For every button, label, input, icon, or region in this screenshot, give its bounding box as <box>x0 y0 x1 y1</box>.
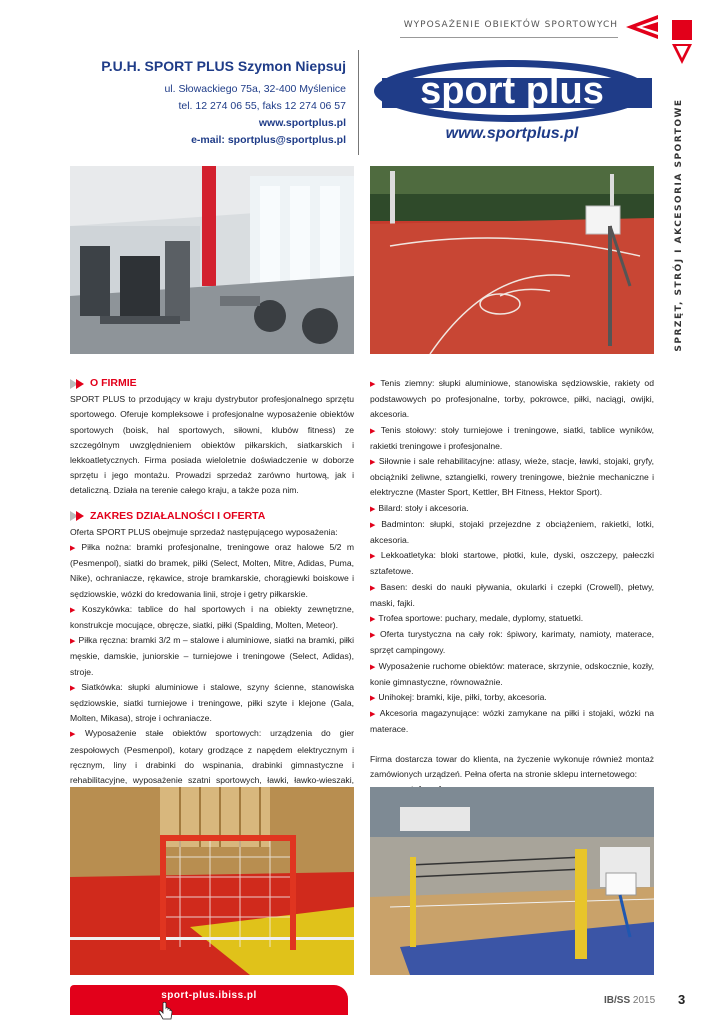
offer-item-athletics: ▶ Lekkoatletyka: bloki startowe, płotki, kule, dyski, oszczepy, pałeczki sztafetowe. <box>370 548 654 579</box>
about-text: SPORT PLUS to przodujący w kraju dystrybutor profesjonalnego sprzętu sportowego. Oferuje kompleksowe i profesjonalne wyposażenie obiektów sportowych (boisk, hal sportowych, siłowni, klubów fitness) ze szczególnym uwzględnieniem obiektów piłkarskich, siatkarskich i lekkoatletycznych. Firma posiada wieloletnie doświadczenie w doborze sprzętu i jego montażu. Prowadzi sprzedaż zarówno hurtową, jak i detaliczną. Działa na terenie całego kraju, a także poza nim. <box>70 394 354 496</box>
offer-item-pool: ▶ Basen: deski do nauki pływania, okularki i czepki (Crowell), płetwy, maski, fajki. <box>370 580 654 611</box>
corner-arrows-icon <box>622 12 662 42</box>
offer-item-badminton: ▶ Badminton: słupki, stojaki przejezdne z obciążeniem, rakietki, lotki, akcesoria. <box>370 517 654 548</box>
section-title: WYPOSAŻENIE OBIEKTÓW SPORTOWYCH <box>403 20 618 30</box>
gym-photo <box>70 166 354 354</box>
company-website-link[interactable]: www.sportplus.pl <box>258 117 346 129</box>
offer-item-tennis: ▶ Tenis ziemny: słupki aluminiowe, stanowiska sędziowskie, rakiety od podstawowych po profesjonalne, torby, pokrowce, piłki, naciągi, owijki, akcesoria. <box>370 376 654 423</box>
left-text-column <box>70 376 354 803</box>
offer-item-gym: ▶ Siłownie i sale rehabilitacyjne: atlasy, wieże, stacje, ławki, stojaki, gryfy, obciążniki żeliwne, sztangielki, rowery treningowe, bieżnie mechaniczne i elektryczne (Master Sport, Kettler, BH Fitness, Hektor Sport). <box>370 454 654 501</box>
offer-intro: Oferta SPORT PLUS obejmuje sprzedaż następującego wyposażenia: <box>70 526 338 537</box>
company-address: ul. Słowackiego 75a, 32-400 Myślenice <box>164 83 346 95</box>
magazine-year: 2015 <box>632 995 656 1006</box>
vertical-section-label: SPRZĘT, STRÓJ I AKCESORIA SPORTOWE <box>674 98 684 352</box>
delivery-text: Firma dostarcza towar do klienta, na życzenie wykonuje również montaż zamówionych urządzeń. Pełna oferta na stronie sklepu internetowego: <box>370 753 654 779</box>
logo-url: www.sportplus.pl <box>445 125 579 142</box>
offer-item-trophies: ▶ Trofea sportowe: puchary, medale, dyplomy, statuetki. <box>370 611 654 627</box>
offer-item-storage: ▶ Akcesoria magazynujące: wózki zamykane na piłki i stojaki, wózki na materace. <box>370 706 654 737</box>
right-text-column <box>370 376 654 797</box>
offer-item-fixed-equipment: ▶ Wyposażenie stałe obiektów sportowych: urządzenia do gier zespołowych (Pesmenpol), kotary grodzące z napędem elektrycznym i ręcznym, liny i drabinki do wspinania, drabinki gimnastyczne i rehabilitacyjne, wyposażenie szatni sportowych, ławki, ławko-wieszaki, <box>70 726 354 803</box>
offer-item-football: ▶ Piłka nożna: bramki profesjonalne, treningowe oraz halowe 5/2 m (Pesmenpol), siatki do bramek, piłki (Select, Molten, Mitre, Adidas, Puma, Nike), ochraniacze, rękawice, stroje bramkarskie, chorągiewki boiskowe i sędziowskie, wózki do kredowania linii, stroje i getry piłkarskie. <box>70 540 354 602</box>
handball-goal-photo <box>70 787 354 975</box>
offer-item-movable-equipment: ▶ Wyposażenie ruchome obiektów: materace, skrzynie, odskocznie, kozły, konie gimnastyczne, równoważnie. <box>370 659 654 690</box>
offer-item-floorball: ▶ Unihokej: bramki, kije, piłki, torby, akcesoria. <box>370 690 654 706</box>
company-email-link[interactable]: e-mail: sportplus@sportplus.pl <box>191 134 346 146</box>
offer-item-handball: ▶ Piłka ręczna: bramki 3/2 m – stalowe i aluminiowe, siatki na bramki, piłki męskie, damskie, juniorskie – turniejowe i treningowe (Select, Adidas), stroje. <box>70 633 354 680</box>
header-vertical-divider <box>358 50 359 155</box>
offer-heading: ZAKRES DZIAŁALNOŚCI I OFERTA <box>70 509 354 524</box>
footer-url-link[interactable]: sport-plus.ibiss.pl <box>161 990 257 1001</box>
magazine-edition <box>604 995 655 1006</box>
sport-plus-logo <box>372 58 657 148</box>
red-arrow-icon <box>672 20 707 80</box>
offer-item-tourism: ▶ Oferta turystyczna na cały rok: śpiwory, karimaty, namioty, materace, sprzęt campingowy. <box>370 627 654 658</box>
header-divider <box>400 37 618 38</box>
offer-item-table-tennis: ▶ Tenis stołowy: stoły turniejowe i treningowe, siatki, tablice wyników, rakietki treningowe i profesjonalne. <box>370 423 654 454</box>
double-arrow-icon <box>70 379 86 389</box>
company-info <box>90 58 346 149</box>
offer-item-volleyball: ▶ Siatkówka: słupki aluminiowe i stalowe, szyny ścienne, stanowiska sędziowskie, siatki turniejowe i treningowe, piłki szyte i klejone (Gala, Molten, Mikasa), stroje i ochraniacze. <box>70 680 354 727</box>
company-name: P.U.H. SPORT PLUS Szymon Niepsuj <box>101 58 346 74</box>
about-heading: O FIRMIE <box>70 376 354 391</box>
company-phone: tel. 12 274 06 55, faks 12 274 06 57 <box>178 100 346 112</box>
offer-item-basketball: ▶ Koszykówka: tablice do hal sportowych i na obiekty zewnętrzne, konstrukcje mocujące, obręcze, siatki, piłki (Spalding, Molten, Meteor). <box>70 602 354 633</box>
volleyball-hall-photo <box>370 787 654 975</box>
logo-text: sport plus <box>420 70 604 112</box>
magazine-brand: IB/SS <box>604 995 631 1006</box>
hand-cursor-icon <box>158 1002 174 1022</box>
offer-item-billiards: ▶ Bilard: stoły i akcesoria. <box>370 501 654 517</box>
page-number: 3 <box>678 992 686 1007</box>
double-arrow-icon <box>70 511 86 521</box>
basketball-court-photo <box>370 166 654 354</box>
